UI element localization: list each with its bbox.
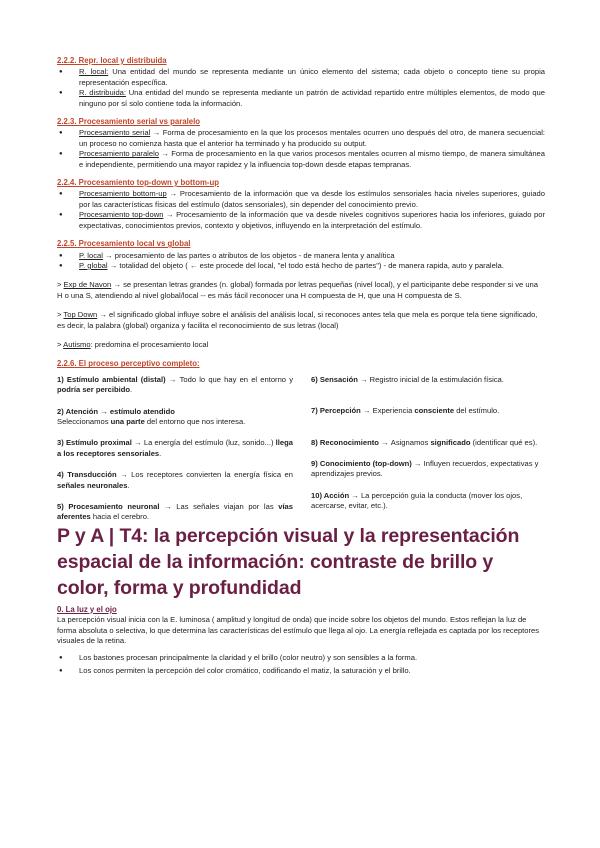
process-column-left [57,375,293,523]
step-heading: 2) Atención → estímulo atendido [57,406,175,416]
step-heading: 6) Sensación → [311,374,370,384]
item-text: Una entidad del mundo se representa mediante un único elemento del sistema; cada objeto o concepto tiene su propia representación específica. [79,67,545,87]
process-step [311,438,545,448]
list-item [57,67,545,88]
step-text: Influyen recuerdos, expectativas y aprendizajes previos. [311,458,539,479]
step-text: del estímulo. [454,406,500,416]
intro-paragraph: La percepción visual inicia con la E. luminosa ( amplitud y longitud de onda) que incide sobre los objetos del mundo. Estos reflejan la luz de forma absoluta o selectiva, lo que determina las características del estímulo que llega al ojo. La energía reflejada es captada por los receptores visuales de la retina. [57,615,540,646]
section-title-2-2-4: 2.2.4. Procesamiento top-down y bottom-up [57,178,220,188]
process-step [57,407,293,428]
step-text: Las señales viajan por las [176,502,279,511]
process-step [311,406,545,416]
item-text: → totalidad del objeto ( ← este procede del local, "el todo está hecho de partes") - de manera rapida, auto y paralela. [107,260,504,270]
process-column-right [311,375,545,523]
item-text: → Procesamiento de la información que va desde niveles cognitivos superiores hacia los inferiores, guiado por expectativas, conocimientos previos, contexto y objetivos, influyendo en la interpretación del estímulo. [79,210,545,230]
list-2-2-3 [57,128,545,170]
list-item [57,210,545,231]
term-label: P. local [79,250,103,260]
list-item [57,261,545,271]
paragraph-text: → se presentan letras grandes (n. global) formada por letras pequeñas (nivel local), y el participante debe responder si ve una H o una S, atendiendo al nivel global/local -- es más fácil reconocer una H compuesta de H, que una H compuesta de S. [57,280,539,300]
item-text: → Procesamiento de la información que va desde los estímulos sensoriales hacia niveles superiores, guiado por las características físicas del estímulo (datos sensoriales), sin depender del conocimiento previo. [79,189,546,209]
list-item [57,128,545,149]
list-2-2-5 [57,251,545,272]
step-text: . [159,448,162,458]
section-title-2-2-5: 2.2.5. Procesamiento local vs global [57,239,191,249]
step-emphasis: vías aferentes [57,502,293,522]
step-text: hacia el cerebro. [90,512,150,522]
list-item [57,189,545,210]
item-text: → Forma de procesamiento en la que los procesos mentales ocurren uno después del otro, de manera secuencial: un proceso no comienza hasta que el anterior ha terminado y ha producido su output. [79,128,546,148]
term-label: Top Down [63,310,98,320]
paragraph-text: : predomina el procesamiento local [90,339,209,349]
chapter-title: P y A | T4: la percepción visual y la representación espacial de la información: contraste de brillo y color, forma y profundidad [57,524,520,599]
step-heading: 9) Conocimiento (top-down) → [311,458,424,468]
item-text: → procesamiento de las partes o atributos de los objetos - de manera lenta y analítica [102,250,395,260]
quote-marker: > [57,339,64,349]
step-heading: 4) Transducción → [57,470,132,480]
process-step [57,502,293,523]
list-item [57,88,545,109]
step-text: (identificar qué es). [470,437,538,447]
section-title-2-2-6: 2.2.6. El proceso perceptivo completo: [57,359,200,369]
step-heading: 10) Acción → [311,490,361,500]
quote-marker: > [57,280,64,290]
list-item [57,149,545,170]
step-emphasis: podría ser percibido [57,385,131,395]
top-down-paragraph [57,310,545,331]
process-step [311,459,545,480]
process-step [57,375,293,396]
term-label: Procesamiento paralelo [79,149,159,159]
term-label: Procesamiento top-down [79,210,164,220]
term-label: Procesamiento serial [79,128,151,138]
step-text: Experiencia [372,406,415,416]
process-step [57,438,293,459]
process-step [311,491,545,512]
list-item: ● Los conos permiten la percepción del color cromático, codificando el matiz, la saturación y el brillo. [57,666,545,676]
step-text: Seleccionamos [57,416,109,426]
section-title-2-2-2: 2.2.2. Repr. local y distribuida [57,56,167,65]
step-text: La energía del estímulo (luz, sonido...) [143,438,276,448]
list-item: ● Los bastones procesan principalmente la claridad y el brillo (color neutro) y son sensibles a la forma. [57,653,545,663]
step-text: . [127,480,130,490]
photoreceptor-list [57,653,545,676]
list-2-2-4 [57,189,545,231]
step-emphasis: una parte [110,416,145,426]
step-heading: 5) Procesamiento neuronal → [57,502,177,511]
perceptive-process-grid [57,375,545,523]
term-label: Procesamiento bottom-up [79,189,167,199]
process-step [57,470,293,491]
paragraph-text: → el significado global influye sobre el análisis del análisis local, si reconoces antes tela que mela es porque tela tiene significado, es decir, la palabra (global) organiza y facilita el reconocimiento de sus letras (local) [57,310,538,330]
step-text: Los receptores convierten la energía física en [131,470,294,480]
term-label: R. local: [79,67,109,77]
step-heading: 8) Reconocimiento → [311,437,391,447]
term-label: Exp de Navon [63,280,112,290]
item-text: Una entidad del mundo se representa mediante un patrón de actividad repartido entre múltiples elementos, de modo que ninguno por sí solo contiene toda la información. [79,88,545,108]
section-title-2-2-3: 2.2.3. Procesamiento serial vs paralelo [57,117,201,127]
step-text: Registro inicial de la estimulación física. [369,374,504,384]
subsection-title: 0. La luz y el ojo [57,604,117,614]
step-emphasis: significado [430,437,471,447]
step-text: La percepción guía la conducta (mover los ojos, acercarse, evitar, etc.). [311,490,523,511]
step-heading: 1) Estímulo ambiental (distal) → [57,374,180,384]
step-emphasis: llega a los receptores sensoriales [57,438,293,458]
step-text: . [130,385,133,395]
step-heading: 7) Percepción → [311,406,373,416]
navon-paragraph [57,280,545,301]
process-step [311,375,545,385]
step-emphasis: consciente [414,406,455,416]
list-2-2-2 [57,67,545,109]
list-item [57,251,545,261]
step-text: Todo lo que hay en el entorno y [179,374,293,384]
term-label: P. global [79,260,108,270]
item-text: → Forma de procesamiento en la que varios procesos mentales ocurren al mismo tiempo, de manera simultánea e independiente, permitiendo una mayor rapidez y la influencia top-down desde etapas tempranas. [79,149,545,169]
step-text: del entorno que nos interesa. [144,416,246,426]
quote-marker: > [57,310,64,320]
term-label: R. distribuida: [79,88,127,98]
step-heading: 3) Estímulo proximal → [57,438,144,448]
autism-paragraph [57,340,545,350]
step-emphasis: señales neuronales [57,480,128,490]
term-label: Autismo [63,339,91,349]
step-text: Asignamos [390,437,431,447]
